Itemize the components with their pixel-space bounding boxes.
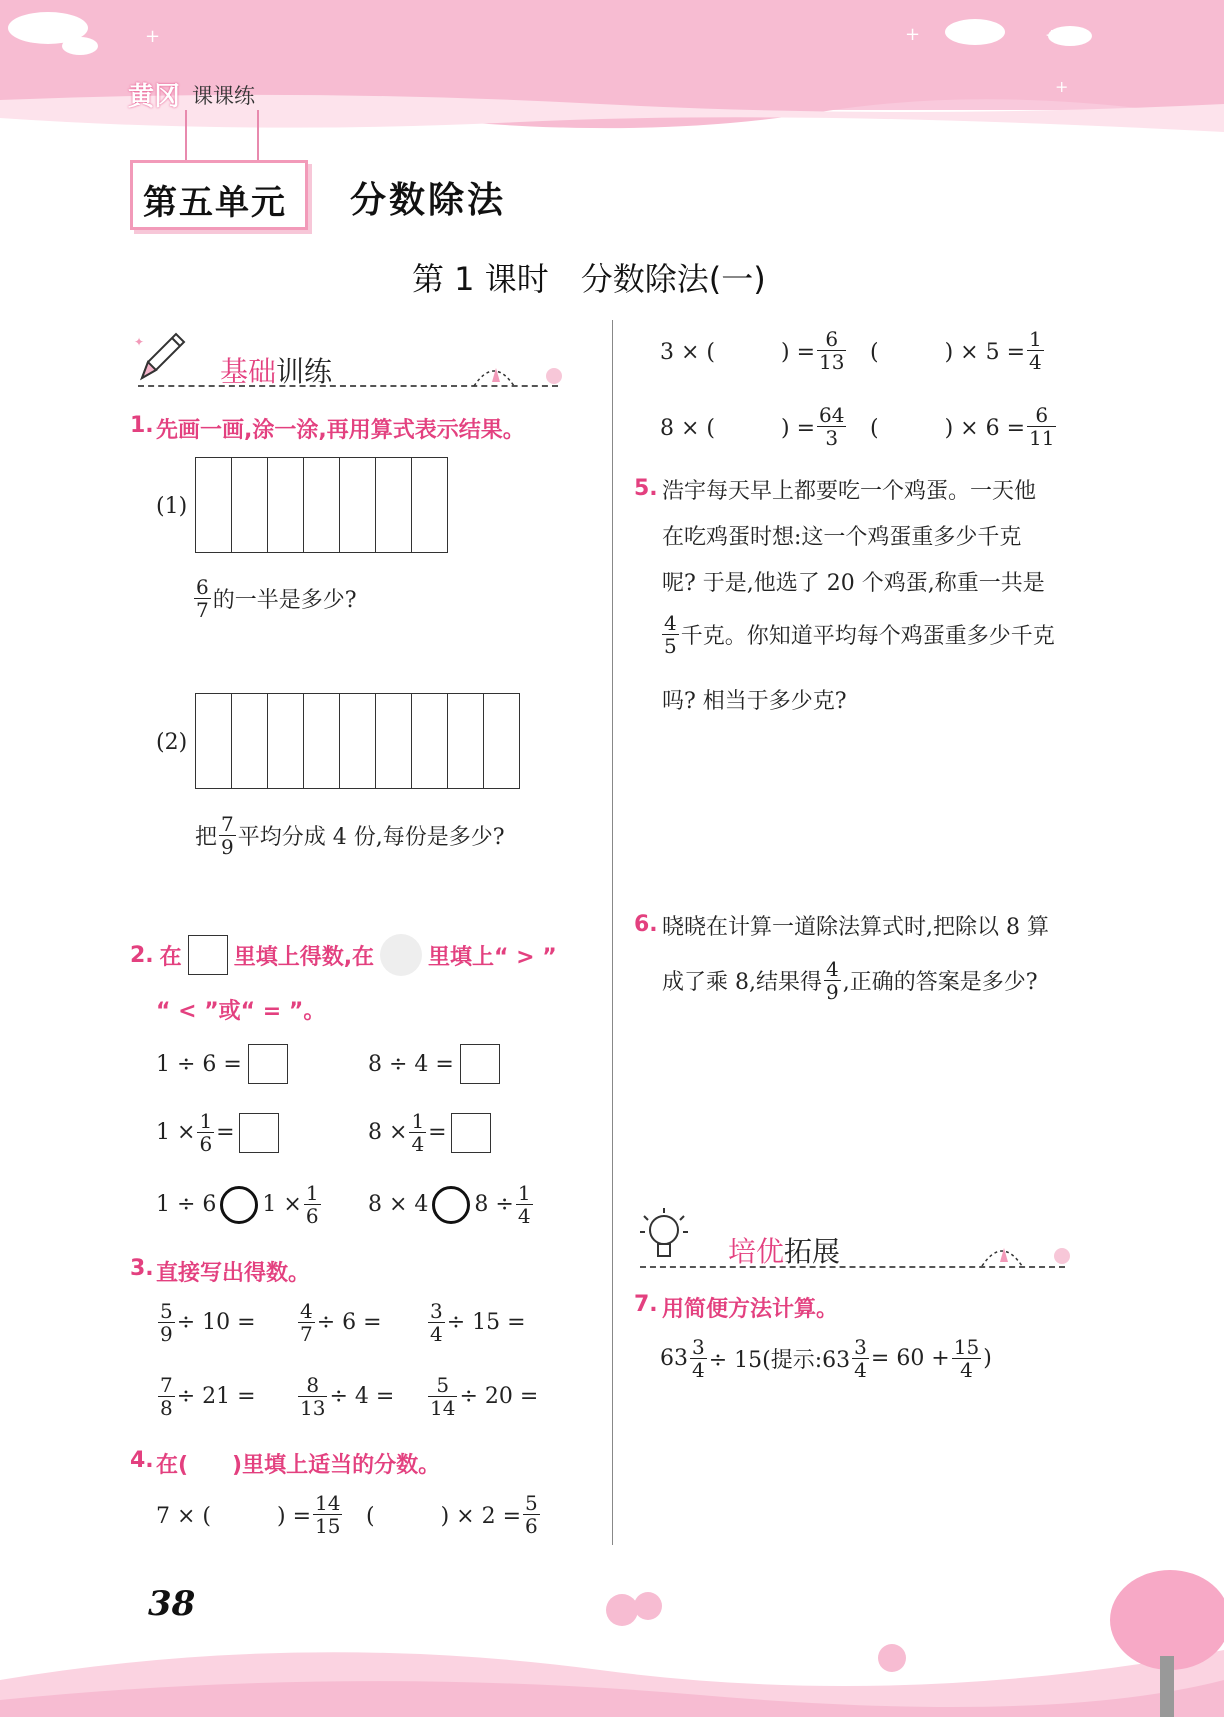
fraction: $\frac{3}{4}$ [692,1335,705,1382]
svg-text:+: + [905,24,921,45]
q1-part1-text: 的一半是多少? [212,588,357,613]
q6-line1: 晓晓在计算一道除法算式时,把除以 8 算 [662,915,1049,940]
q2-t3: 里填上“ > ” [428,944,557,970]
q3-item: $\frac{7}{8}$ ÷ 21 = [160,1373,256,1420]
q3-number: 3. [130,1256,154,1281]
fraction: $\frac{7}{8}$ [160,1373,173,1420]
q1-text: 先画一画,涂一涂,再用算式表示结果。 [156,418,525,443]
q3-text: 直接写出得数。 [156,1261,311,1286]
svg-text:+: + [145,26,161,47]
section-basic-b: 训练 [276,355,333,388]
lesson-title: 第 1 课时 分数除法(一) [412,260,766,298]
fraction: $\frac{1}{4}$ [1029,327,1042,374]
unit-title: 分数除法 [350,180,507,221]
unit-label-box [130,160,308,230]
q1-part1-label: (1) [156,494,188,519]
fraction: $\frac{5}{9}$ [160,1299,173,1346]
section-ext-b: 拓展 [784,1235,841,1268]
q5-line2: 在吃鸡蛋时想:这一个鸡蛋重多少千克 [662,525,1022,550]
q5-line3: 呢? 于是,他选了 20 个鸡蛋,称重一共是 [662,571,1045,596]
q1-part2-question [195,813,505,858]
section-ext-a: 培优 [728,1235,785,1268]
q5-line1: 浩宇每天早上都要吃一个鸡蛋。一天他 [662,479,1037,504]
q4-item: 8 × ( ) = $\frac{64}{3}$ [660,403,845,450]
fraction: $\frac{15}{4}$ [953,1335,980,1382]
fraction: $\frac{64}{3}$ [819,403,845,450]
q4-number: 4. [130,1448,154,1473]
fraction: $\frac{1}{6}$ [305,1181,319,1228]
q4-item: ( ) × 6 = $\frac{6}{11}$ [870,403,1055,450]
q2-number: 2. [130,942,154,968]
fraction: $\frac{7}{9}$ [221,812,234,859]
q4-text: 在( )里填上适当的分数。 [156,1453,441,1478]
q7-number: 7. [634,1292,658,1317]
q2-row1-right: 8 ÷ 4 = [368,1044,500,1084]
q2-row1-left: 1 ÷ 6 = [156,1044,288,1084]
fraction: $\frac{1}{4}$ [517,1181,531,1228]
q1-number: 1. [130,413,154,438]
answer-box[interactable] [239,1113,279,1153]
fraction: $\frac{3}{4}$ [854,1335,867,1382]
svg-text:✦: ✦ [134,335,145,349]
column-divider [612,320,613,1545]
q7-expression: 63 $\frac{3}{4}$ ÷ 15(提示:63 $\frac{3}{4}$ = 60 + $\frac{15}{4}$ ) [660,1335,992,1382]
page-number: 38 [148,1584,196,1624]
q5-number: 5. [634,476,658,501]
sprout-icon [470,352,566,388]
fraction: $\frac{4}{5}$ [664,611,677,658]
q2-t1: 在 [159,944,182,970]
q5-line4: $\frac{4}{5}$ 千克。你知道平均每个鸡蛋重多少千克 [664,611,1055,658]
q3-item: $\frac{8}{13}$ ÷ 4 = [300,1373,395,1420]
q2-row2-left: 1 × $\frac{1}{6}$ = [156,1110,279,1155]
compare-circle[interactable] [220,1186,258,1224]
q2-row3-left: 1 ÷ 6 1 × $\frac{1}{6}$ [156,1181,319,1228]
q4-item: ( ) × 5 = $\frac{1}{4}$ [870,327,1042,374]
header-brand: 黄冈 [128,82,181,112]
fraction: $\frac{6}{7}$ [196,575,209,622]
svg-text:+: + [1045,25,1059,44]
fraction: $\frac{5}{14}$ [430,1373,456,1420]
circle-sample [380,934,422,976]
q3-item: $\frac{3}{4}$ ÷ 15 = [430,1299,526,1346]
section-basic-a: 基础 [220,355,277,388]
q4-item: 3 × ( ) = $\frac{6}{13}$ [660,327,845,374]
q4-item: 7 × ( ) = $\frac{14}{15}$ [156,1491,341,1538]
answer-box-sample [188,935,228,975]
unit-label: 第五单元 [143,183,287,223]
sprout-icon [978,1232,1074,1268]
fraction: $\frac{1}{4}$ [411,1109,425,1156]
section-basic-title [220,350,332,390]
header-decoration [0,0,1224,170]
pencil-icon [132,326,192,388]
q3-item: $\frac{5}{9}$ ÷ 10 = [160,1299,256,1346]
q2-row2-right: 8 × $\frac{1}{4}$ = [368,1110,491,1155]
q1-part2-label: (2) [156,730,188,755]
q1-grid-7[interactable] [195,457,448,553]
q2-t2: 里填上得数,在 [233,944,375,970]
q1-grid-9[interactable] [195,693,520,789]
q4-item: ( ) × 2 = $\frac{5}{6}$ [366,1491,538,1538]
q2-t4: “ < ”或“ = ”。 [156,999,326,1024]
q6-number: 6. [634,912,658,937]
answer-box[interactable] [460,1044,500,1084]
q1-part2-pre: 把 [195,825,218,850]
fraction: $\frac{8}{13}$ [300,1373,326,1420]
lightbulb-icon [636,1206,696,1266]
q3-item: $\frac{4}{7}$ ÷ 6 = [300,1299,382,1346]
fraction: $\frac{14}{15}$ [315,1491,341,1538]
q2-row3-right: 8 × 4 8 ÷ $\frac{1}{4}$ [368,1181,531,1228]
section-ext-title [728,1230,840,1270]
fraction: $\frac{5}{6}$ [525,1491,538,1538]
compare-circle[interactable] [432,1186,470,1224]
fraction: $\frac{6}{13}$ [819,327,845,374]
q7-text: 用简便方法计算。 [662,1297,839,1322]
fraction: $\frac{3}{4}$ [430,1299,443,1346]
q3-item: $\frac{5}{14}$ ÷ 20 = [430,1373,539,1420]
fraction: $\frac{4}{7}$ [300,1299,313,1346]
answer-box[interactable] [248,1044,288,1084]
q1-part1-question [192,576,357,621]
q2-instruction [130,934,557,976]
fraction: $\frac{4}{9}$ [825,957,839,1004]
q5-line5: 吗? 相当于多少克? [662,689,847,714]
answer-box[interactable] [451,1113,491,1153]
fraction: $\frac{6}{11}$ [1029,403,1055,450]
q6-line2: 成了乘 8,结果得 $\frac{4}{9}$ ,正确的答案是多少? [662,957,1038,1004]
svg-text:+: + [1055,77,1069,96]
q1-part2-text: 平均分成 4 份,每份是多少? [237,825,505,850]
fraction: $\frac{1}{6}$ [199,1109,213,1156]
header-series: 课课练 [192,84,255,108]
